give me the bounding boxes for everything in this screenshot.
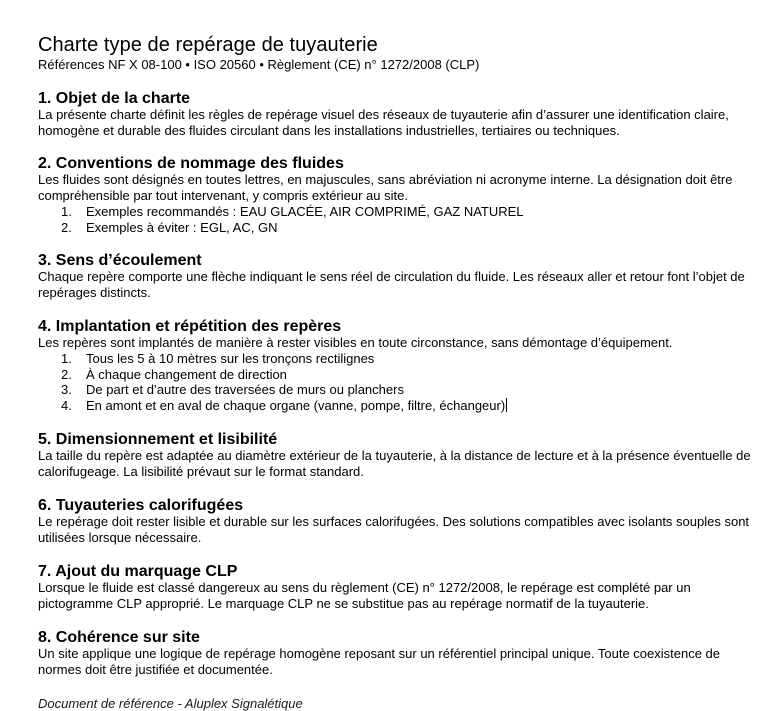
section-body: Un site applique une logique de repérage homogène reposant sur un référentiel principal unique. Toute coexistence de normes doit être justifiée et documentée. (38, 646, 721, 677)
numbered-list (38, 204, 758, 235)
list-text: Exemples recommandés : EAU GLACÉE, AIR COMPRIMÉ, GAZ NATUREL (86, 204, 524, 219)
section-heading: 3. Sens d’écoulement (38, 252, 202, 269)
section-heading: 7. Ajout du marquage CLP (38, 563, 238, 580)
section-conventions (38, 155, 758, 235)
list-number: 1. (61, 204, 72, 219)
document-page (38, 33, 758, 711)
list-text: À chaque changement de direction (86, 366, 287, 382)
section-calorifugees (38, 497, 758, 546)
list-number: 1. (61, 351, 72, 366)
list-item (38, 351, 758, 367)
section-body: La présente charte définit les règles de repérage visuel des réseaux de tuyauterie afin d’assurer une identification claire, homogène et durable des fluides circulant dans les installations industrielles, tertiaires ou techniques. (38, 107, 729, 138)
section-heading: 5. Dimensionnement et lisibilité (38, 431, 278, 448)
numbered-list (38, 351, 758, 413)
section-body: Lorsque le fluide est classé dangereux au sens du règlement (CE) n° 1272/2008, le repérage est complété par un pictogramme CLP approprié. Le marquage CLP ne se substitue pas au repérage normatif de la tuyauterie. (38, 580, 691, 611)
list-item (38, 220, 758, 236)
section-body: Chaque repère comporte une flèche indiquant le sens réel de circulation du fluide. Les réseaux aller et retour font l’objet de repérages distincts. (38, 269, 745, 300)
section-heading: 4. Implantation et répétition des repères (38, 318, 342, 335)
document-title: Charte type de repérage de tuyauterie (38, 34, 378, 56)
section-body: La taille du repère est adaptée au diamètre extérieur de la tuyauterie, à la distance de lecture et à la présence éventuelle de calorifugeage. La lisibilité prévaut sur le format standard. (38, 448, 751, 479)
document-references: Références NF X 08-100 • ISO 20560 • Règlement (CE) n° 1272/2008 (CLP) (38, 57, 480, 72)
list-item (38, 204, 758, 220)
text-cursor[interactable] (506, 398, 507, 412)
list-text: Exemples à éviter : EGL, AC, GN (86, 219, 278, 235)
list-number: 3. (61, 382, 72, 397)
list-text: De part et d’autre des traversées de murs ou planchers (86, 382, 404, 397)
list-item (38, 367, 758, 383)
list-number: 2. (61, 366, 72, 382)
section-coherence (38, 629, 758, 678)
section-clp (38, 563, 758, 612)
section-heading: 8. Cohérence sur site (38, 629, 200, 646)
section-body: Les fluides sont désignés en toutes lettres, en majuscules, sans abréviation ni acronyme interne. La désignation doit être compréhensible par tout intervenant, y compris extérieur au site. (38, 172, 733, 203)
section-dimensionnement (38, 431, 758, 480)
list-text: En amont et en aval de chaque organe (vanne, pompe, filtre, échangeur) (86, 397, 506, 413)
section-heading: 1. Objet de la charte (38, 90, 191, 107)
section-body: Le repérage doit rester lisible et durable sur les surfaces calorifugées. Des solutions compatibles avec isolants souples sont utilisées lorsque nécessaire. (38, 514, 750, 545)
section-heading: 2. Conventions de nommage des fluides (38, 155, 344, 172)
list-item (38, 382, 758, 398)
list-item (38, 398, 758, 414)
section-heading: 6. Tuyauteries calorifugées (38, 497, 244, 514)
list-number: 4. (61, 397, 72, 413)
list-text: Tous les 5 à 10 mètres sur les tronçons rectilignes (86, 351, 375, 366)
document-footer: Document de référence - Aluplex Signalétique (38, 696, 303, 711)
section-sens-ecoulement (38, 252, 758, 301)
section-body: Les repères sont implantés de manière à rester visibles en toute circonstance, sans démontage d’équipement. (38, 335, 673, 350)
section-objet (38, 90, 758, 139)
list-number: 2. (61, 219, 72, 235)
section-implantation (38, 318, 758, 413)
